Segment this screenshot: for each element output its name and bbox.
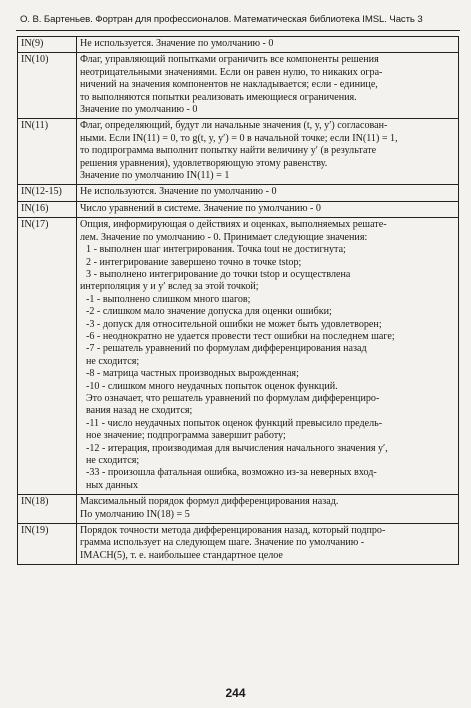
table-row <box>18 495 459 524</box>
param-name: IN(18) <box>18 495 77 524</box>
text-line: -11 - число неудачных попыток оценок функций превысило предель- <box>86 417 383 429</box>
text-line: лем. Значение по умолчанию - 0. Принимает следующие значения: <box>80 231 368 243</box>
param-name: IN(19) <box>18 524 77 565</box>
text-line: решения уравнения), удовлетворяющую этому равенству. <box>80 157 328 169</box>
param-description <box>77 185 459 201</box>
param-description <box>77 495 459 524</box>
param-name: IN(17) <box>18 218 77 495</box>
text-line: ными. Если IN(11) = 0, то g(t, y, y′) = 0 в начальной точке; если IN(11) = 1, <box>80 132 398 144</box>
text-line: -2 - слишком мало значение допуска для оценки ошибки; <box>86 306 332 318</box>
param-name: IN(10) <box>18 53 77 119</box>
parameter-table <box>17 36 459 565</box>
page-number: 244 <box>225 686 246 700</box>
text-line: 3 - выполнено интегрирование до точки tstop и осуществлена <box>86 268 351 280</box>
text-line: Значение по умолчанию IN(11) = 1 <box>80 170 230 182</box>
text-line: IMACH(5), т. е. наибольшее стандартное целое <box>80 549 283 561</box>
param-name: IN(12-15) <box>18 185 77 201</box>
text-line: не сходится; <box>86 355 140 367</box>
text-line: -7 - решатель уравнений по формулам дифференцирования назад <box>86 343 367 355</box>
text-line: ничений на значения компонентов не накладывается; если - единице, <box>80 79 378 91</box>
text-line: -3 - допуск для относительной ошибки не может быть удовлетворен; <box>86 318 382 330</box>
table-row <box>18 53 459 119</box>
text-line: Значение по умолчанию - 0 <box>80 104 198 116</box>
text-line: Не используется. Значение по умолчанию - 0 <box>80 38 274 49</box>
text-line: ное значение; подпрограмма завершит работу; <box>86 430 286 442</box>
param-description <box>77 119 459 185</box>
text-line: -8 - матрица частных производных вырожденная; <box>86 368 299 380</box>
text-line: Порядок точности метода дифференцирования назад, который подпро- <box>80 525 386 537</box>
text-line: По умолчанию IN(18) = 5 <box>80 508 190 520</box>
table-row <box>18 185 459 201</box>
param-description <box>77 218 459 495</box>
text-line: -6 - неоднократно не удается провести тест ошибки на последнем шаге; <box>86 330 395 342</box>
text-line: Это означает, что решатель уравнений по формулам дифференциро- <box>86 392 380 404</box>
table-row <box>18 119 459 185</box>
text-line: не сходится; <box>86 455 140 466</box>
text-line: ных данных <box>86 479 139 491</box>
text-line: то подпрограмма выполнит попытку найти величину y′ (в результате <box>80 145 377 157</box>
param-description <box>77 201 459 217</box>
table-row <box>18 37 459 53</box>
text-line: грамма использует на следующем шаге. Значение по умолчанию - <box>80 537 365 549</box>
text-line: -33 - произошла фатальная ошибка, возможно из-за неверных вход- <box>86 467 377 479</box>
text-line: вания назад не сходится; <box>86 405 193 417</box>
header-rule <box>16 30 460 31</box>
param-name: IN(9) <box>18 37 77 53</box>
text-line: Максимальный порядок формул дифференцирования назад. <box>80 496 339 508</box>
text-line: -1 - выполнено слишком много шагов; <box>86 293 251 305</box>
table-row <box>18 201 459 217</box>
table-row <box>18 218 459 495</box>
text-line: Число уравнений в системе. Значение по умолчанию - 0 <box>80 202 321 214</box>
table-row <box>18 524 459 565</box>
text-line: интерполяция y и y′ вслед за этой точкой; <box>80 281 259 293</box>
text-line: Флаг, управляющий попытками ограничить все компоненты решения <box>80 54 379 66</box>
text-line: Опция, информирующая о действиях и оценках, выполняемых решате- <box>80 219 387 231</box>
text-line: Не используются. Значение по умолчанию - 0 <box>80 186 277 198</box>
param-name: IN(16) <box>18 201 77 217</box>
running-header: О. В. Бартеньев. Фортран для профессионалов. Математическая библиотека IMSL. Часть 3 <box>20 14 423 25</box>
param-description <box>77 37 459 53</box>
text-line: то выполняются попытки реализовать имеющиеся ограничения. <box>80 91 357 103</box>
text-line: -10 - слишком много неудачных попыток оценок функций. <box>86 380 338 392</box>
text-line: 2 - интегрирование завершено точно в точке tstop; <box>86 256 302 268</box>
param-description <box>77 53 459 119</box>
text-line: -12 - итерация, производимая для вычисления начального значения y′, <box>86 442 388 454</box>
param-name: IN(11) <box>18 119 77 185</box>
text-line: неотрицательными значениями. Если он равен нулю, то никаких огра- <box>80 66 383 78</box>
text-line: Флаг, определяющий, будут ли начальные значения (t, y, y′) согласован- <box>80 120 388 132</box>
text-line: 1 - выполнен шаг интегрирования. Точка tout не достигнута; <box>86 244 346 256</box>
param-description <box>77 524 459 565</box>
